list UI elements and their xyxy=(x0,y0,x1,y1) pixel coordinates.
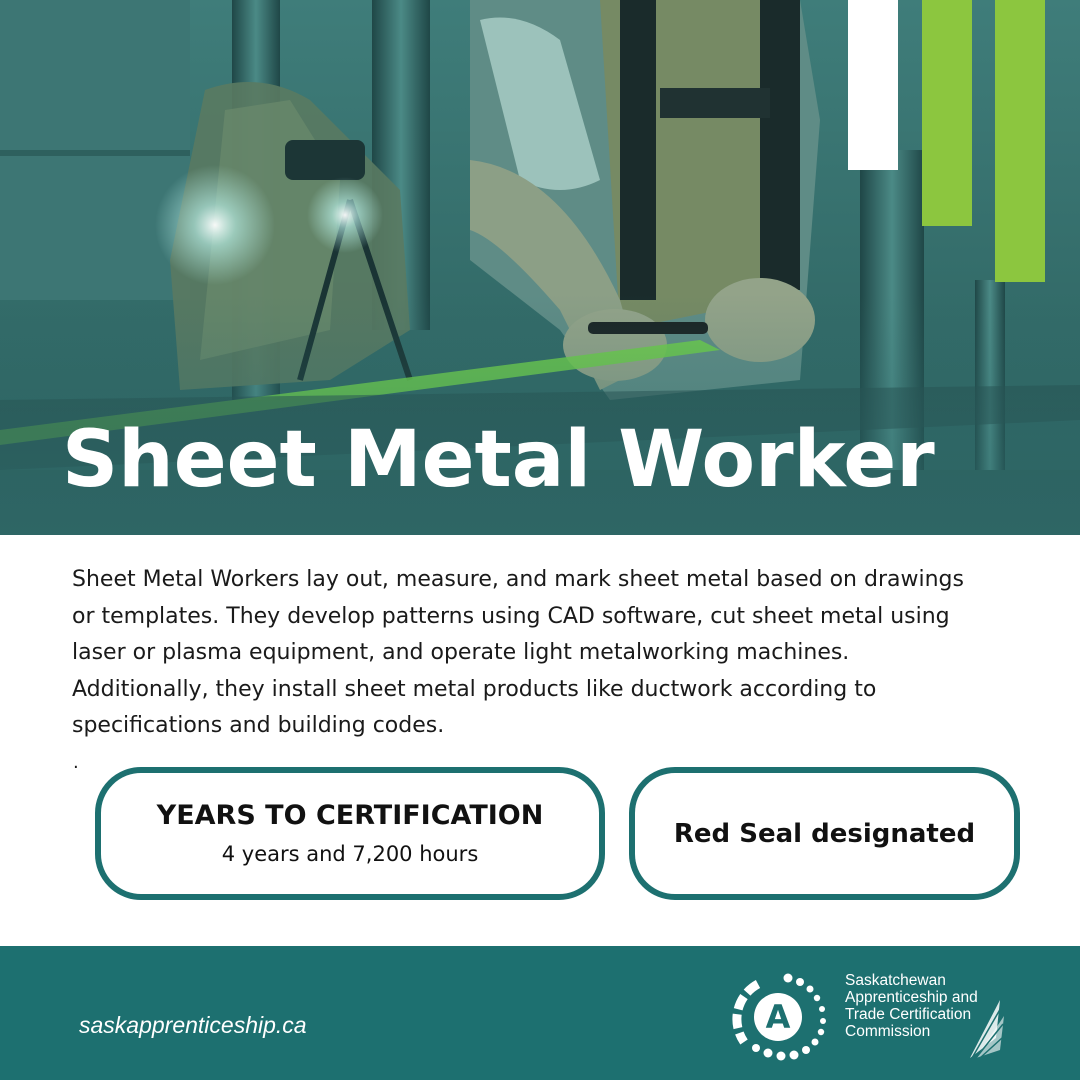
stray-period: . xyxy=(73,752,79,773)
org-name-line: Trade Certification xyxy=(845,1006,972,1023)
description-line: specifications and building codes. xyxy=(72,713,445,738)
certification-heading: YEARS TO CERTIFICATION xyxy=(156,799,544,831)
accent-bar-green-1 xyxy=(922,0,972,226)
description-line: Sheet Metal Workers lay out, measure, and mark sheet metal based on drawings xyxy=(72,567,964,592)
satcc-logo-icon xyxy=(728,968,832,1064)
hero-banner xyxy=(0,0,1080,535)
website-link[interactable]: saskapprenticeship.ca xyxy=(79,1012,307,1038)
description-line: or templates. They develop patterns using CAD software, cut sheet metal using xyxy=(72,603,950,629)
org-name-line: Apprenticeship and xyxy=(845,989,978,1006)
footer xyxy=(0,946,1080,1080)
certification-duration: 4 years and 7,200 hours xyxy=(221,841,479,866)
accent-bar-green-2 xyxy=(995,0,1045,282)
logo-letter: A xyxy=(765,998,791,1036)
accent-bar-white xyxy=(848,0,898,170)
description-line: laser or plasma equipment, and operate light metalworking machines. xyxy=(72,640,850,665)
trade-description xyxy=(72,562,1052,745)
certification-duration-box xyxy=(95,767,605,900)
org-name-line: Commission xyxy=(845,1023,931,1040)
saskatchewan-wheat-icon xyxy=(966,998,1006,1060)
org-name-line: Saskatchewan xyxy=(845,972,946,989)
description-line: Additionally, they install sheet metal products like ductwork according to xyxy=(72,676,877,702)
red-seal-box xyxy=(629,767,1020,900)
page-title: Sheet Metal Worker xyxy=(62,415,935,505)
red-seal-label: Red Seal designated xyxy=(673,818,976,849)
